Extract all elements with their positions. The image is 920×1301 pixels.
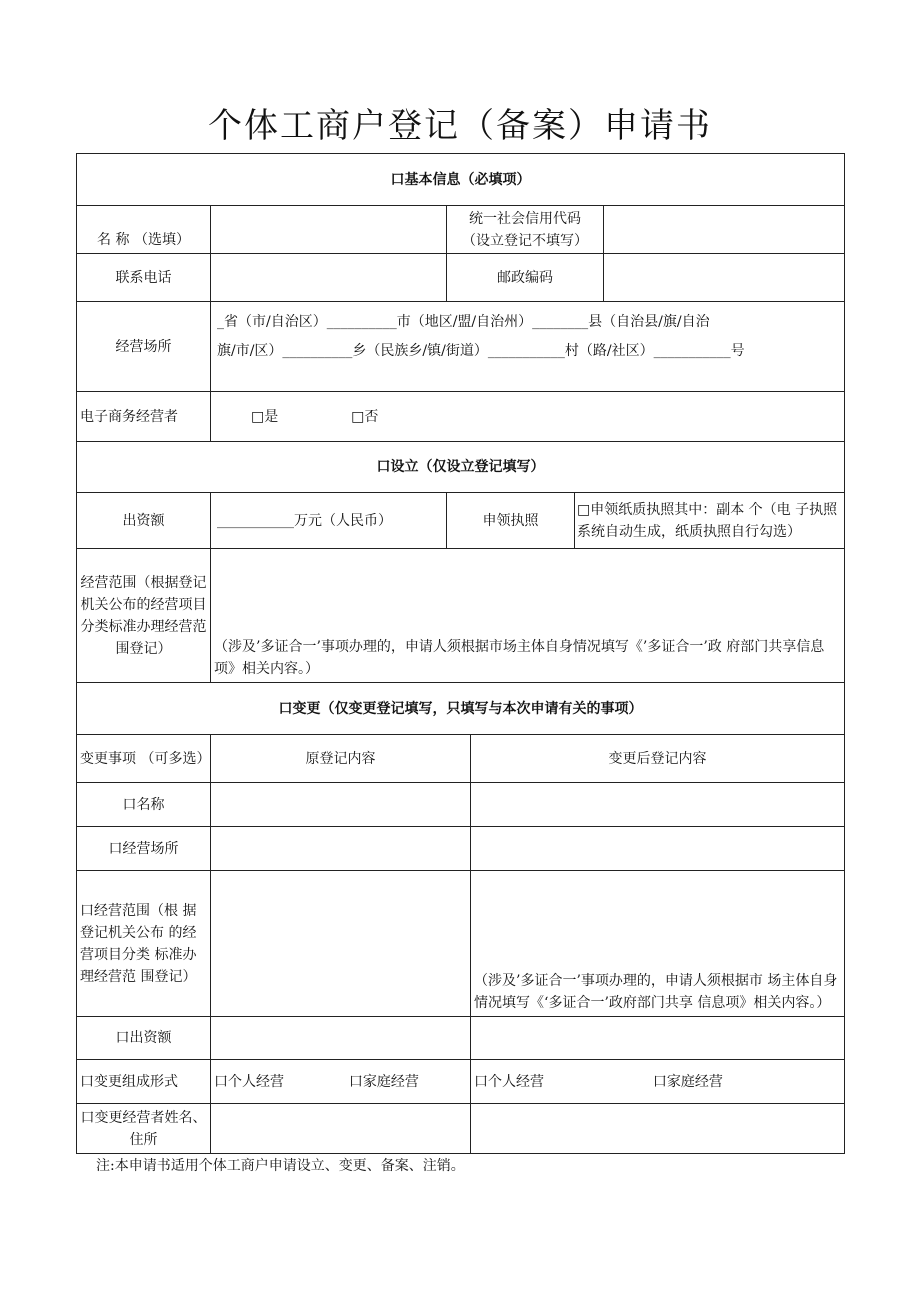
change-form-original (211, 1060, 471, 1104)
change-capital-new[interactable] (471, 1017, 845, 1060)
original-content-header: 原登记内容 (211, 735, 471, 783)
new-content-header: 变更后登记内容 (471, 735, 845, 783)
license-label: 申领执照 (447, 493, 575, 549)
change-place-new[interactable] (471, 827, 845, 871)
scope-field[interactable]: （涉及’多证合一’事项办理的，申请人须根据市场主体自身情况填写《’多证合一’政 府部门共享信息项》相关内容。） (211, 549, 845, 683)
ecommerce-label: 电子商务经营者 (77, 392, 211, 442)
name-label: 名 称 （选填） (77, 206, 211, 254)
original-family-checkbox[interactable]: 口家庭经营 (348, 1073, 419, 1090)
change-name-checkbox[interactable]: 口名称 (77, 783, 211, 827)
postal-code-field[interactable] (604, 254, 845, 302)
original-individual-checkbox[interactable]: 口个人经营 (214, 1073, 284, 1090)
footnote: 注:本申请书适用个体工商户申请设立、变更、备案、注销。 (96, 1158, 465, 1174)
page-title: 个体工商户登记（备案）申请书 (208, 106, 712, 146)
ecommerce-no-checkbox[interactable]: □否 (351, 408, 379, 425)
change-place-original[interactable] (211, 827, 471, 871)
establish-header: 口设立（仅设立登记填写） (77, 442, 845, 493)
change-scope-original[interactable] (211, 871, 471, 1017)
address-line-1: _省（市/自治区）__________巿（地区/盟/自治州）________县（自治县/旗/自治 (217, 314, 710, 330)
change-form-new (471, 1060, 845, 1104)
new-individual-checkbox[interactable]: 口个人经营 (474, 1073, 544, 1090)
basic-info-header: 口基本信息（必填项） (77, 154, 845, 206)
change-capital-checkbox[interactable]: 口出资额 (77, 1017, 211, 1060)
change-place-checkbox[interactable]: 口经营场所 (77, 827, 211, 871)
change-capital-original[interactable] (211, 1017, 471, 1060)
change-item-header: 变更事项 （可多选） (77, 735, 211, 783)
change-scope-checkbox[interactable]: 口经营范围（根 据登记机关公布 的经营项目分类 标准办理经营范 围登记） (77, 871, 211, 1017)
address-line-2: 旗/市/区）__________乡（民族乡/镇/街道）___________村（路/社区）___________号 (217, 343, 745, 359)
license-option[interactable]: □申领纸质执照其中：副本 个（电 子执照系统自动生成，纸质执照自行勾选） (575, 493, 845, 549)
capital-label: 出资额 (77, 493, 211, 549)
change-operator-checkbox[interactable]: 口变更经营者姓名、住所 (77, 1104, 211, 1154)
phone-field[interactable] (211, 254, 447, 302)
change-operator-new[interactable] (471, 1104, 845, 1154)
ecommerce-yes-checkbox[interactable]: □是 (251, 408, 279, 425)
ecommerce-options (211, 392, 845, 442)
change-name-original[interactable] (211, 783, 471, 827)
business-place-address[interactable] (211, 302, 845, 392)
credit-code-field[interactable] (604, 206, 845, 254)
business-place-label: 经营场所 (77, 302, 211, 392)
phone-label: 联系电话 (77, 254, 211, 302)
name-field[interactable] (211, 206, 447, 254)
new-family-checkbox[interactable]: 口家庭经营 (652, 1073, 723, 1090)
capital-field[interactable]: ___________万元（人民币） (211, 493, 447, 549)
postal-code-label: 邮政编码 (447, 254, 604, 302)
change-header: 口变更（仅变更登记填写，只填写与本次申请有关的事项） (77, 683, 845, 735)
change-form-checkbox[interactable]: 口变更组成形式 (77, 1060, 211, 1104)
change-operator-original[interactable] (211, 1104, 471, 1154)
change-name-new[interactable] (471, 783, 845, 827)
change-scope-new[interactable]: （涉及’多证合一’事项办理的，申请人须根据市 场主体自身情况填写《‘多证合一’政府部门共享 信息项》相关内容。） (471, 871, 845, 1017)
scope-label: 经营范围（根据登记机关公布的经营项目 分类标准办理经营范围登记） (77, 549, 211, 683)
application-form-table (76, 153, 845, 1154)
credit-code-label: 统一社会信用代码 （设立登记不填写） (447, 206, 604, 254)
